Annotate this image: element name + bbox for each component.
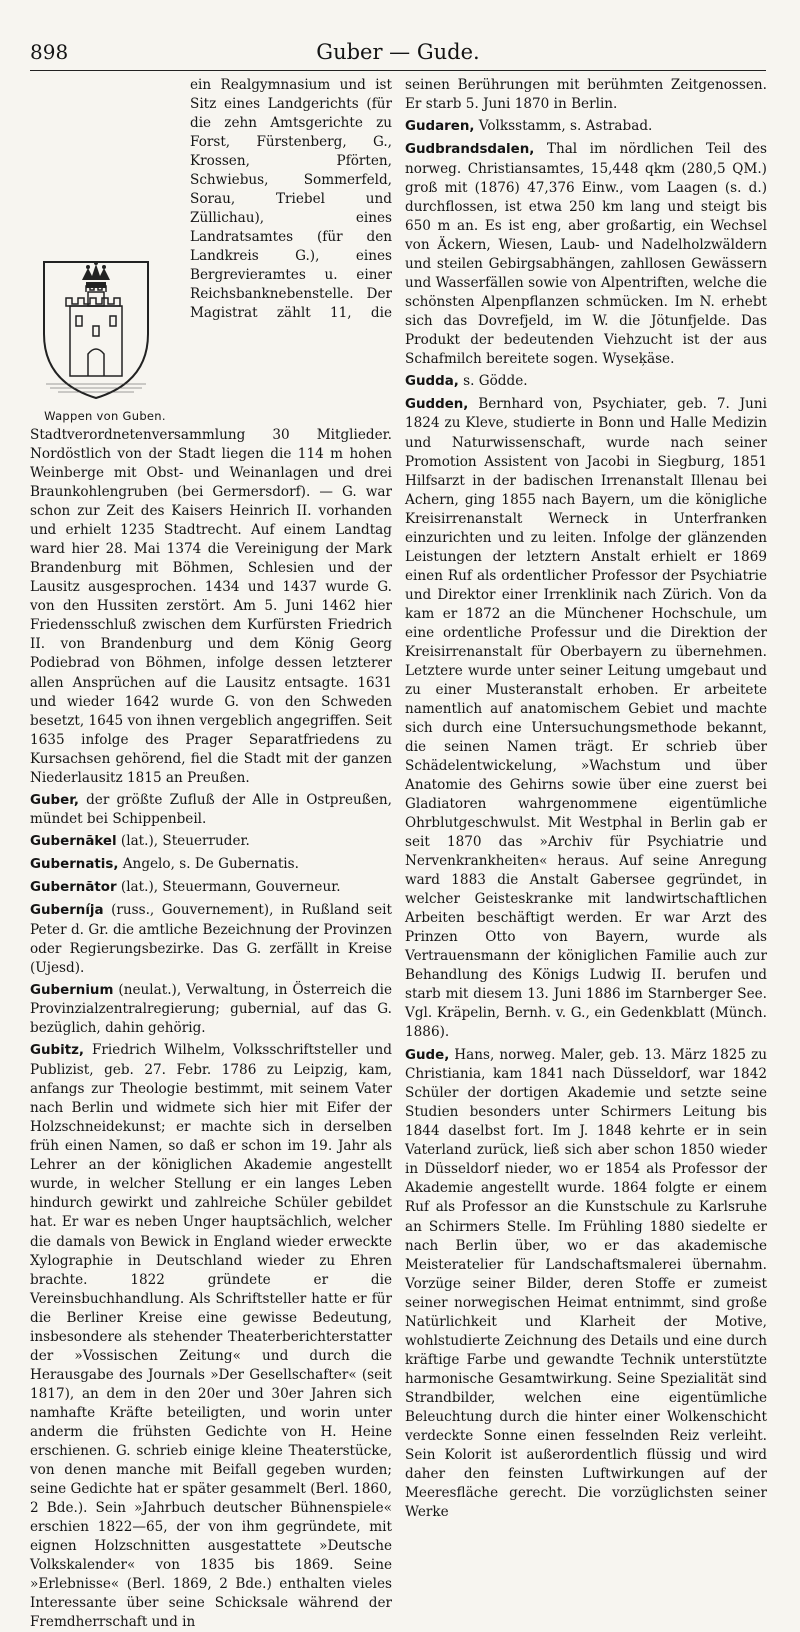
entry-gude xyxy=(405,1046,767,1523)
entry-lemma: Gubernātor xyxy=(30,880,117,896)
entry-lemma: Gudden, xyxy=(405,396,469,412)
entry-text: Friedrich Wilhelm, Volksschriftsteller und Publizist, geb. 27. Febr. 1786 zu Leipzig, kam, anfangs zur Theologie bestimmt, mit seinem Vater nach Berlin und widmete sich hier mit Eifer der Holzschneidekunst; er machte sich in derselben früh einen Namen, so daß er schon im 19. Jahr als Lehrer an der königlichen Akademie angestellt wurde, in welcher Stellung er ein langes Leben hindurch gewirkt und zahlreiche Schüler gebildet hat. Er war es neben Unger hauptsächlich, welcher die damals von Bewick in England wieder erweckte Xylographie in Deutschland wieder zu Ehren brachte. 1822 gründete er die Vereinsbuchhandlung. Als Schriftsteller hatte er für die Berliner Kreise eine gewisse Bedeutung, insbesondere als stehender Theaterberichterstatter der »Vossischen Zeitung« und durch die Herausgabe des Journals »Der Gesellschafter« (seit 1817), an dem in den 20er und 30er Jahren sich namhafte Kräfte beteiligten, und worin unter anderm die frühsten Gedichte von H. Heine erschienen. G. schrieb einige kleine Theaterstücke, von denen manche mit Beifall gegeben wurden; seine Gedichte hat er später gesammelt (Berl. 1860, 2 Bde.). Sein »Jahrbuch deutscher Bühnenspiele« erschien 1822—65, der von ihm gegründete, mit eignen Holzschnitten ausgestattete »Deutsche Volkskalender« von 1835 bis 1869. Seine »Erlebnisse« (Berl. 1869, 2 Bde.) enthalten vieles Interessante über seine Schicksale während der Fremdherrschaft und in xyxy=(30,1042,392,1631)
entry-text: ein Realgymnasium und ist Sitz eines Landgerichts (für die zehn Amtsgerichte zu Forst, Fürstenberg, G., Krossen, Pförten, Schwiebus, Sommerfeld, Sorau, Triebel und Züllichau), eines Landratsamtes (für den Landkreis G.), eines Bergrevieramtes u. einer Reichsbanknebenstelle. Der Magistrat zählt 11, die Stadtverordnetenversammlung 30 Mitglieder. Nordöstlich von der Stadt liegen die 114 m hohen Weinberge mit Obst- und Weinanlagen und drei Braunkohlengruben (bei Germersdorf). — G. war schon zur Zeit des Kaisers Heinrich II. vorhanden und erhielt 1235 Stadtrecht. Auf einem Landtag ward hier 28. Mai 1374 die Vereinigung der Mark Brandenburg mit Böhmen, Schlesien und der Lausitz ausgesprochen. 1434 und 1437 wurde G. von den Hussiten zerstört. Am 5. Juni 1462 hier Friedensschluß zwischen dem Kurfürsten Friedrich II. von Brandenburg und dem König Georg Podiebrad von Böhmen, infolge dessen letzterer allen Ansprüchen auf die Lausitz entsagte. 1631 und wieder 1642 wurde G. von den Schweden besetzt, 1645 von ihnen vergeblich angegriffen. Seit 1635 infolge des Prager Separatfriedens zu Kursachsen gehörend, fiel die Stadt mit der ganzen Niederlausitz 1815 an Preußen. xyxy=(30,77,392,786)
entry-lemma: Gudda, xyxy=(405,373,459,389)
entry-text: der größte Zufluß der Alle in Ostpreußen, mündet bei Schippenbeil. xyxy=(30,791,392,828)
coat-of-arms-icon xyxy=(36,254,156,404)
entry-gudbrandsdalen xyxy=(405,140,767,369)
entry-lemma: Gubernium xyxy=(30,982,114,998)
entry-guben-continued xyxy=(30,76,392,788)
entry-lemma: Gubernākel xyxy=(30,834,117,850)
entry-text: Angelo, s. De Gubernatis. xyxy=(118,856,299,873)
entry-text: Hans, norweg. Maler, geb. 13. März 1825 zu Christiania, kam 1841 nach Düsseldorf, war 1842 Schüler der dortigen Akademie und setzte seine Studien besonders unter Schirmers Leitung bis 1844 daselbst fort. Im J. 1848 kehrte er in sein Vaterland zurück, ließ sich aber schon 1850 wieder in Düsseldorf nieder, wo er 1854 als Professor der Akademie angestellt wurde. 1864 folgte er einem Ruf als Professor an die Kunstschule zu Karlsruhe an Schirmers Stelle. Im Frühling 1880 siedelte er nach Berlin über, wo er das akademische Meisteratelier für Landschaftsmalerei übernahm. Vorzüge seiner Bilder, deren Stoffe er zumeist seiner norwegischen Heimat entnimmt, sind große Natürlichkeit und Klarheit der Motive, wohlstudierte Zeichnung des Details und eine durch kräftige Farbe und gewandte Technik unterstützte harmonische Gesamtwirkung. Seine Spezialität sind Strandbilder, welchen eine eigentümliche Beleuchtung durch die hinter einer Wolkenschicht verdeckte Sonne einen fesselnden Reiz verleiht. Sein Kolorit ist außerordentlich flüssig und wird daher den feinsten Luftwirkungen auf der Meeresfläche gerecht. Die vorzüglichsten seiner Werke xyxy=(405,1046,767,1520)
entry-guber xyxy=(30,791,392,830)
entry-lemma: Guberníja xyxy=(30,902,104,918)
entry-text: Volksstamm, s. Astrabad. xyxy=(474,118,653,135)
entry-text: (neulat.), Verwaltung, in Österreich die Provinzialzentralregierung; gubernial, auf das G. bezüglich, dahin gehörig. xyxy=(30,981,392,1037)
entry-text: Bernhard von, Psychiater, geb. 7. Juni 1824 zu Kleve, studierte in Bonn und Halle Medizin und Naturwissenschaft, wurde nach seiner Promotion Assistent von Jacobi in Siegburg, 1851 Hilfsarzt in der badischen Irrenanstalt Illenau bei Achern, ging 1855 nach Bayern, um die königliche Kreisirrenanstalt Werneck in Unterfranken einzurichten und zu leiten. Infolge der glänzenden Leistungen der letztern Anstalt erhielt er 1869 einen Ruf als ordentlicher Professor der Psychiatrie und Direktor einer Irrenklinik nach Zürich. Von da kam er 1872 an die Münchener Hochschule, um eine ordentliche Professur und die Direktion der Kreisirrenanstalt für Oberbayern zu übernehmen. Letztere wurde unter seiner Leitung umgebaut und zu einer Musteranstalt erhoben. Er arbeitete namentlich auf anatomischem Gebiet und machte sich durch eine Untersuchungsmethode bekannt, die seinen Namen trägt. Er schrieb über Schädelentwickelung, »Wachstum und über Anatomie des Gehirns sowie über eine zuerst bei Gladiatoren wahrgenommene eigentümliche Ohrblutgeschwulst. Mit Westphal in Berlin gab er seit 1870 das »Archiv für Psychiatrie und Nervenkrankheiten« heraus. Auf seine Anregung ward 1883 die Anstalt Gabersee gegründet, in welcher Geisteskranke mit landwirtschaftlichen Arbeiten beschäftigt werden. Er war Arzt des Prinzen Otto von Bayern, wurde als Vertrauensmann der königlichen Familie auch zur Behandlung des Königs Ludwig II. berufen und starb mit diesem 13. Juni 1886 im Starnberger See. Vgl. Kräpelin, Bernh. v. G., ein Gedenkblatt (Münch. 1886). xyxy=(405,395,767,1041)
entry-lemma: Gudbrandsdalen, xyxy=(405,141,535,157)
entry-gudda xyxy=(405,372,767,392)
page-number: 898 xyxy=(30,40,69,64)
right-column xyxy=(405,76,767,1520)
entry-gubernium xyxy=(30,981,392,1039)
entry-lemma: Gubitz, xyxy=(30,1043,84,1059)
entry-text: s. Gödde. xyxy=(458,372,528,389)
entry-text: (russ., Gouvernement), in Rußland seit Peter d. Gr. die amtliche Bezeichnung der Provinzen oder Regierungsbezirke. Das G. zerfällt in Kreise (Ujesd). xyxy=(30,901,392,976)
left-column xyxy=(30,76,392,1631)
entry-lemma: Guber, xyxy=(30,792,79,808)
entry-text: seinen Berührungen mit berühmten Zeitgenossen. Er starb 5. Juni 1870 in Berlin. xyxy=(405,77,767,113)
entry-gubitz-continued xyxy=(405,76,767,114)
entry-gubernakel xyxy=(30,832,392,852)
entry-gubernija xyxy=(30,901,392,978)
coat-of-arms-figure xyxy=(30,254,180,424)
entry-gubernatis xyxy=(30,855,392,875)
coat-of-arms-caption: Wappen von Guben. xyxy=(44,409,166,423)
entry-gubitz xyxy=(30,1041,392,1632)
entry-lemma: Gude, xyxy=(405,1047,450,1063)
entry-lemma: Gubernatis, xyxy=(30,857,119,873)
entry-text: Thal im nördlichen Teil des norweg. Christiansamtes, 15,448 qkm (280,5 QM.) groß mit (1876) 47,376 Einw., vom Laagen (s. d.) durchflossen, ist etwa 250 km lang und steigt bis 650 m an. Es ist eng, aber großartig, ein Wechsel von Äckern, Wiesen, Laub- und Nadelholzwäldern und steilen Gebirgsabhängen, zahllosen Gewässern und Wasserfällen sowie von Alpentriften, welche die schönsten Alpenpflanzen schmücken. Im N. erhebt sich das Dovrefjeld, im W. die Jötunfjelde. Das Produkt der bedeutenden Viehzucht ist der aus Schafmilch bereitete sogen. Wyseķäse. xyxy=(405,140,767,367)
entry-gudden xyxy=(405,395,767,1043)
entry-text: (lat.), Steuermann, Gouverneur. xyxy=(116,879,341,896)
entry-gubernator xyxy=(30,878,392,898)
entry-gudaren xyxy=(405,117,767,137)
running-head: Guber — Gude. xyxy=(316,40,480,64)
entry-lemma: Gudaren, xyxy=(405,119,475,135)
entry-text: (lat.), Steuerruder. xyxy=(116,833,250,850)
page-header xyxy=(30,34,766,71)
